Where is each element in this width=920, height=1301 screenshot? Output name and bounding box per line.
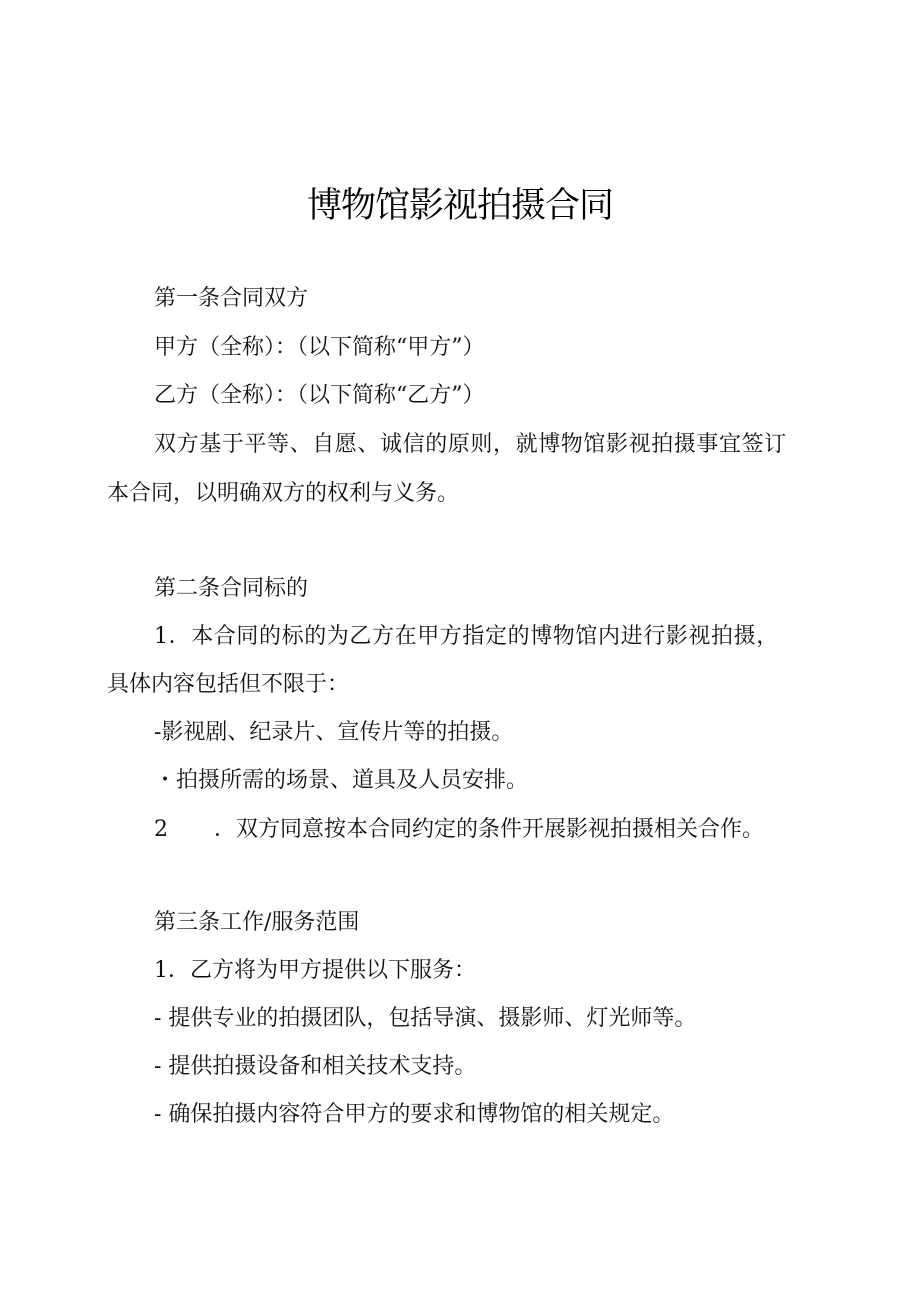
principle-paragraph-line-1: 双方基于平等、自愿、诚信的原则，就博物馆影视拍摄事宜签订: [154, 432, 787, 457]
service-item-1: 1．乙方将为甲方提供以下服务：: [154, 958, 476, 983]
subject-item-2-number: 2: [154, 817, 168, 842]
service-bullet-3: - 确保拍摄内容符合甲方的要求和博物馆的相关规定。: [154, 1102, 675, 1127]
document-title: 博物馆影视拍摄合同: [306, 186, 613, 226]
subject-bullet-1: -影视剧、纪录片、宣传片等的拍摄。: [154, 720, 514, 745]
subject-item-2: [154, 815, 764, 845]
section-2-heading: 第二条合同标的: [154, 576, 309, 601]
service-bullet-1: - 提供专业的拍摄团队，包括导演、摄影师、灯光师等。: [154, 1006, 697, 1031]
party-a-line: 甲方（全称）：（以下简称“甲方”）: [154, 335, 485, 360]
subject-bullet-2: ・拍摄所需的场景、道具及人员安排。: [154, 768, 529, 793]
principle-paragraph-line-2: 本合同，以明确双方的权利与义务。: [107, 481, 460, 506]
subject-item-1-line-1: 1．本合同的标的为乙方在甲方指定的博物馆内进行影视拍摄，: [154, 624, 779, 649]
service-bullet-2: - 提供拍摄设备和相关技术支持。: [154, 1054, 477, 1079]
section-1-heading: 第一条合同双方: [154, 286, 309, 311]
subject-item-2-text: ．双方同意按本合同约定的条件开展影视拍摄相关合作。: [214, 817, 765, 842]
section-3-heading: 第三条工作/服务范围: [154, 910, 360, 935]
subject-item-1-line-2: 具体内容包括但不限于：: [107, 672, 350, 697]
party-b-line: 乙方（全称）：（以下简称“乙方”）: [154, 383, 485, 408]
